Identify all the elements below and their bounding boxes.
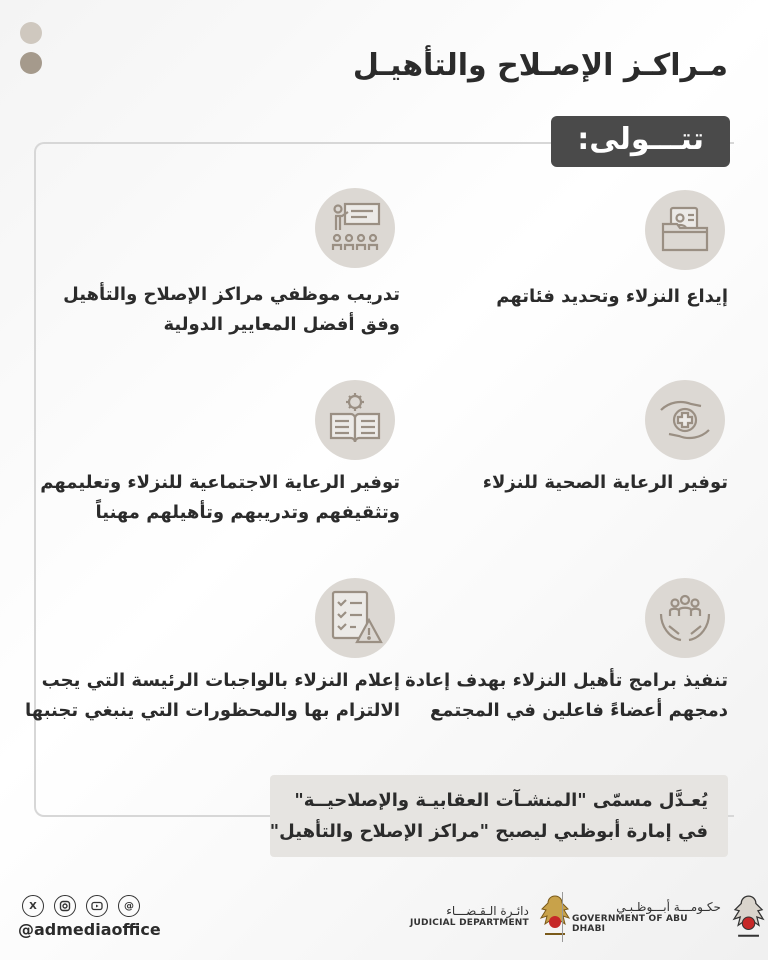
falcon-emblem-icon — [537, 892, 573, 940]
decorative-dot — [20, 52, 42, 74]
item-text: توفير الرعاية الاجتماعية للنزلاء وتعليمهم وتثقيفهم وتدريبهم وتأهيلهم مهنياً — [40, 472, 400, 523]
note-box — [270, 775, 728, 857]
threads-icon[interactable]: @ — [118, 895, 140, 917]
judicial-ar-label: دائـرة الـقـضـــاء — [446, 904, 529, 918]
book-gear-icon — [315, 380, 395, 460]
subtitle-badge: تتـــولى: — [551, 116, 730, 167]
item-text: إيداع النزلاء وتحديد فئاتهم — [496, 286, 728, 307]
decorative-dot — [20, 22, 42, 44]
abu-dhabi-government-logo — [572, 892, 768, 942]
file-folder-icon — [645, 190, 725, 270]
healthcare-hands-icon — [645, 380, 725, 460]
community-hands-icon — [645, 578, 725, 658]
judicial-en-label: JUDICIAL DEPARTMENT — [410, 918, 529, 928]
youtube-icon[interactable] — [86, 895, 108, 917]
note-text: يُعـدَّل مسمّى "المنشـآت العقابيـة والإصلاحيــة" في إمارة أبوظبي ليصبح "مراكز الإصلاح والتأهيل" — [269, 790, 708, 842]
checklist-warning-icon — [315, 578, 395, 658]
government-ar-label: حكـومـــة أبـــوظـبـي — [616, 900, 721, 914]
judicial-department-logo — [410, 892, 573, 940]
instagram-icon[interactable] — [54, 895, 76, 917]
item-text: توفير الرعاية الصحية للنزلاء — [482, 472, 728, 493]
government-en-label: GOVERNMENT OF ABU DHABI — [572, 914, 688, 934]
x-icon[interactable]: X — [22, 895, 44, 917]
item-text: تنفيذ برامج تأهيل النزلاء بهدف إعادة دمجهم أعضاءً فاعلين في المجتمع — [405, 670, 728, 721]
social-handle[interactable]: @admediaoffice — [18, 920, 161, 939]
logo-divider — [562, 892, 563, 942]
item-text: إعلام النزلاء بالواجبات الرئيسة التي يجب الالتزام بها والمحظورات التي ينبغي تجنبها — [25, 670, 400, 721]
training-presentation-icon — [315, 188, 395, 268]
page-title: مـراكـز الإصـلاح والتأهيـل — [352, 48, 728, 83]
falcon-emblem-icon — [729, 892, 768, 942]
item-text: تدريب موظفي مراكز الإصلاح والتأهيل وفق أفضل المعايير الدولية — [63, 284, 400, 335]
social-links — [22, 895, 140, 917]
